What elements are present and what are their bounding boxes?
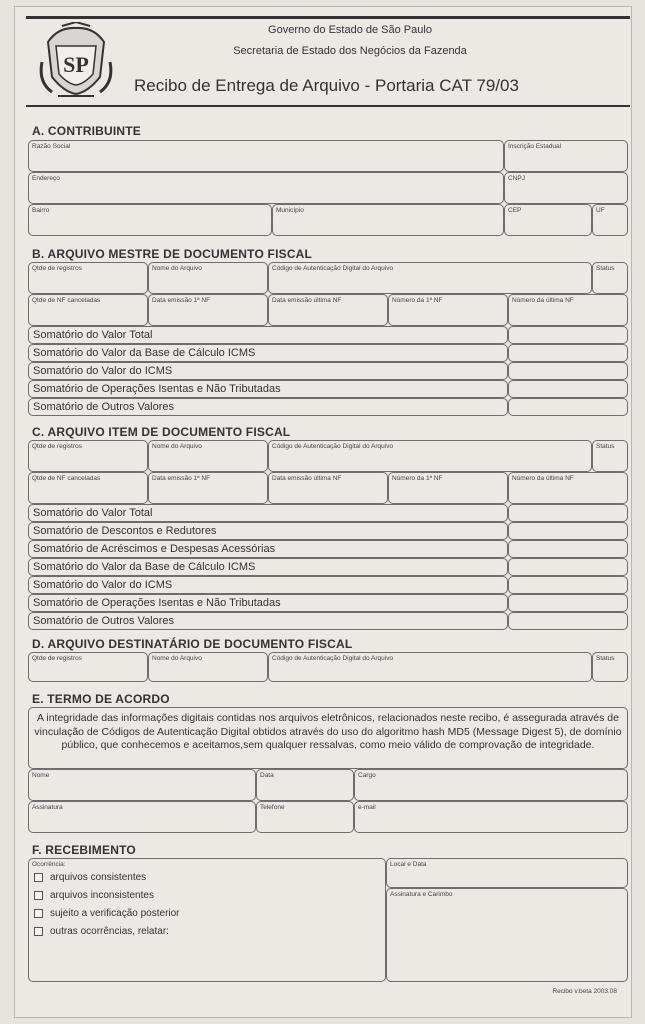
b-sum-value-field[interactable] xyxy=(508,380,628,398)
municipio-label: Município xyxy=(276,207,304,214)
version-label: Recibo v.beta 2003.08 xyxy=(552,988,617,995)
d-nome-arquivo-field[interactable] xyxy=(148,652,268,682)
e-telefone-field[interactable] xyxy=(256,801,354,833)
b-sum-row-label xyxy=(28,398,508,416)
c-qtde-nf-label: Qtde de NF canceladas xyxy=(32,475,101,482)
c-sum-value-field[interactable] xyxy=(508,504,628,522)
c-codigo-autenticacao-field[interactable] xyxy=(268,440,592,472)
b-sum-row-label xyxy=(28,362,508,380)
c-sum-row-label xyxy=(28,594,508,612)
c-sum-label: Somatório de Descontos e Redutores xyxy=(33,525,217,537)
c-numero-primeira-label: Número da 1ª NF xyxy=(392,475,443,482)
checkbox-sujeito-verificacao[interactable] xyxy=(34,909,43,918)
local-data-field[interactable] xyxy=(386,858,628,888)
checkbox-outras-ocorrencias[interactable] xyxy=(34,927,43,936)
d-status-field[interactable] xyxy=(592,652,628,682)
endereco-field[interactable] xyxy=(28,172,504,204)
b-status-field[interactable] xyxy=(592,262,628,294)
endereco-label: Endereço xyxy=(32,175,60,182)
c-data-ultima-label: Data emissão última NF xyxy=(272,475,342,482)
e-assinatura-field[interactable] xyxy=(28,801,256,833)
b-sum-row-label xyxy=(28,326,508,344)
c-sum-label: Somatório do Valor Total xyxy=(33,507,153,519)
header-top-rule xyxy=(26,16,630,19)
document-title: Recibo de Entrega de Arquivo - Portaria CAT 79/03 xyxy=(134,76,519,95)
b-data-primeira-label: Data emissão 1ª NF xyxy=(152,297,211,304)
c-numero-ultima-label: Número da última NF xyxy=(512,475,574,482)
b-numero-ultima-label: Número da última NF xyxy=(512,297,574,304)
c-sum-row-label xyxy=(28,576,508,594)
b-sum-row-label xyxy=(28,380,508,398)
c-status-field[interactable] xyxy=(592,440,628,472)
e-nome-label: Nome xyxy=(32,772,50,779)
c-sum-value-field[interactable] xyxy=(508,522,628,540)
municipio-field[interactable] xyxy=(272,204,504,236)
c-sum-value-field[interactable] xyxy=(508,540,628,558)
e-cargo-field[interactable] xyxy=(354,769,628,801)
c-sum-row-label xyxy=(28,504,508,522)
uf-field[interactable] xyxy=(592,204,628,236)
c-data-primeira-field[interactable] xyxy=(148,472,268,504)
cep-field[interactable] xyxy=(504,204,592,236)
section-f-title: F. RECEBIMENTO xyxy=(32,843,136,857)
b-nome-arquivo-label: Nome do Arquivo xyxy=(152,265,202,272)
b-qtde-nf-field[interactable] xyxy=(28,294,148,326)
b-sum-label: Somatório do Valor do ICMS xyxy=(33,365,173,377)
b-numero-primeira-field[interactable] xyxy=(388,294,508,326)
ocorrencia-label: Ocorrência: xyxy=(32,861,66,868)
b-sum-row-label xyxy=(28,344,508,362)
e-nome-field[interactable] xyxy=(28,769,256,801)
c-qtde-nf-field[interactable] xyxy=(28,472,148,504)
b-data-ultima-label: Data emissão última NF xyxy=(272,297,342,304)
inscricao-estadual-label: Inscrição Estadual xyxy=(508,143,562,150)
c-sum-row-label xyxy=(28,522,508,540)
b-numero-primeira-label: Número da 1ª NF xyxy=(392,297,443,304)
section-a-title: A. CONTRIBUINTE xyxy=(32,124,141,138)
d-codigo-autenticacao-label: Código de Autenticação Digital do Arquivo xyxy=(272,655,394,662)
b-sum-value-field[interactable] xyxy=(508,344,628,362)
c-sum-row-label xyxy=(28,558,508,576)
c-sum-label: Somatório do Valor da Base de Cálculo ICMS xyxy=(33,561,256,573)
b-status-label: Status xyxy=(596,265,615,272)
header-line-2: Secretaria de Estado dos Negócios da Fazenda xyxy=(233,45,467,57)
b-data-primeira-field[interactable] xyxy=(148,294,268,326)
assinatura-carimbo-field[interactable] xyxy=(386,888,628,982)
c-nome-arquivo-field[interactable] xyxy=(148,440,268,472)
c-sum-value-field[interactable] xyxy=(508,576,628,594)
c-sum-value-field[interactable] xyxy=(508,558,628,576)
razao-social-field[interactable] xyxy=(28,140,504,172)
section-b-title: B. ARQUIVO MESTRE DE DOCUMENTO FISCAL xyxy=(32,247,313,261)
e-email-field[interactable] xyxy=(354,801,628,833)
section-e-title: E. TERMO DE ACORDO xyxy=(32,692,170,706)
e-data-label: Data xyxy=(260,772,274,779)
b-codigo-autenticacao-field[interactable] xyxy=(268,262,592,294)
b-sum-value-field[interactable] xyxy=(508,362,628,380)
b-sum-label: Somatório de Outros Valores xyxy=(33,401,175,413)
razao-social-label: Razão Social xyxy=(32,143,71,150)
b-codigo-autenticacao-label: Código de Autenticação Digital do Arquivo xyxy=(272,265,394,272)
sao-paulo-coat-of-arms-icon xyxy=(38,22,114,102)
option-label: arquivos inconsistentes xyxy=(50,890,154,901)
c-sum-label: Somatório do Valor do ICMS xyxy=(33,579,173,591)
e-cargo-label: Cargo xyxy=(358,772,376,779)
cnpj-label: CNPJ xyxy=(508,175,525,182)
d-qtde-registros-label: Qtde de registros xyxy=(32,655,82,662)
c-numero-ultima-field[interactable] xyxy=(508,472,628,504)
e-assinatura-label: Assinatura xyxy=(32,804,63,811)
b-data-ultima-field[interactable] xyxy=(268,294,388,326)
option-label: arquivos consistentes xyxy=(50,872,147,883)
b-sum-value-field[interactable] xyxy=(508,398,628,416)
c-qtde-registros-label: Qtde de registros xyxy=(32,443,82,450)
svg-text:SP: SP xyxy=(63,52,89,77)
c-sum-row-label xyxy=(28,612,508,630)
c-data-ultima-field[interactable] xyxy=(268,472,388,504)
b-sum-label: Somatório do Valor Total xyxy=(33,329,153,341)
b-sum-label: Somatório de Operações Isentas e Não Tributadas xyxy=(33,383,281,395)
c-numero-primeira-field[interactable] xyxy=(388,472,508,504)
b-qtde-registros-field[interactable] xyxy=(28,262,148,294)
checkbox-arquivos-inconsistentes[interactable] xyxy=(34,891,43,900)
c-sum-row-label xyxy=(28,540,508,558)
inscricao-estadual-field[interactable] xyxy=(504,140,628,172)
uf-label: UF xyxy=(596,207,605,214)
c-sum-label: Somatório de Operações Isentas e Não Tributadas xyxy=(33,597,281,609)
c-codigo-autenticacao-label: Código de Autenticação Digital do Arquivo xyxy=(272,443,394,450)
c-sum-label: Somatório de Outros Valores xyxy=(33,615,175,627)
d-nome-arquivo-label: Nome do Arquivo xyxy=(152,655,202,662)
c-sum-value-field[interactable] xyxy=(508,594,628,612)
cep-label: CEP xyxy=(508,207,522,214)
section-c-title: C. ARQUIVO ITEM DE DOCUMENTO FISCAL xyxy=(32,425,291,439)
b-qtde-nf-label: Qtde de NF canceladas xyxy=(32,297,101,304)
checkbox-arquivos-consistentes[interactable] xyxy=(34,873,43,882)
section-d-title: D. ARQUIVO DESTINATÁRIO DE DOCUMENTO FISCAL xyxy=(32,637,353,651)
b-nome-arquivo-field[interactable] xyxy=(148,262,268,294)
c-qtde-registros-field[interactable] xyxy=(28,440,148,472)
assinatura-carimbo-label: Assinatura e Carimbo xyxy=(390,891,453,898)
c-status-label: Status xyxy=(596,443,615,450)
c-data-primeira-label: Data emissão 1ª NF xyxy=(152,475,211,482)
local-data-label: Local e Data xyxy=(390,861,427,868)
b-numero-ultima-field[interactable] xyxy=(508,294,628,326)
cnpj-field[interactable] xyxy=(504,172,628,204)
header-line-1: Governo do Estado de São Paulo xyxy=(268,24,432,36)
b-qtde-registros-label: Qtde de registros xyxy=(32,265,82,272)
option-label: sujeito a verificação posterior xyxy=(50,908,180,919)
b-sum-label: Somatório do Valor da Base de Cálculo ICMS xyxy=(33,347,256,359)
bairro-field[interactable] xyxy=(28,204,272,236)
option-label: outras ocorrências, relatar: xyxy=(50,926,169,937)
b-sum-value-field[interactable] xyxy=(508,326,628,344)
e-email-label: e-mail xyxy=(358,804,376,811)
d-qtde-registros-field[interactable] xyxy=(28,652,148,682)
e-data-field[interactable] xyxy=(256,769,354,801)
bairro-label: Bairro xyxy=(32,207,50,214)
c-sum-label: Somatório de Acréscimos e Despesas Acessórias xyxy=(33,543,276,555)
e-telefone-label: Telefone xyxy=(260,804,285,811)
termo-de-acordo-text: A integridade das informações digitais contidas nos arquivos eletrônicos, relacionados neste recibo, é assegurada através de vinculação de Códigos de Autenticação Digital obtidos através do uso do algoritmo hash MD5 (Message Digest 5), de domínio público, que conhecemos e aceitamos,sem qualquer ressalvas, como meio válido de comprovação de integridade. xyxy=(34,712,622,751)
c-sum-value-field[interactable] xyxy=(508,612,628,630)
d-status-label: Status xyxy=(596,655,615,662)
c-nome-arquivo-label: Nome do Arquivo xyxy=(152,443,202,450)
d-codigo-autenticacao-field[interactable] xyxy=(268,652,592,682)
header-bottom-rule xyxy=(26,105,630,107)
